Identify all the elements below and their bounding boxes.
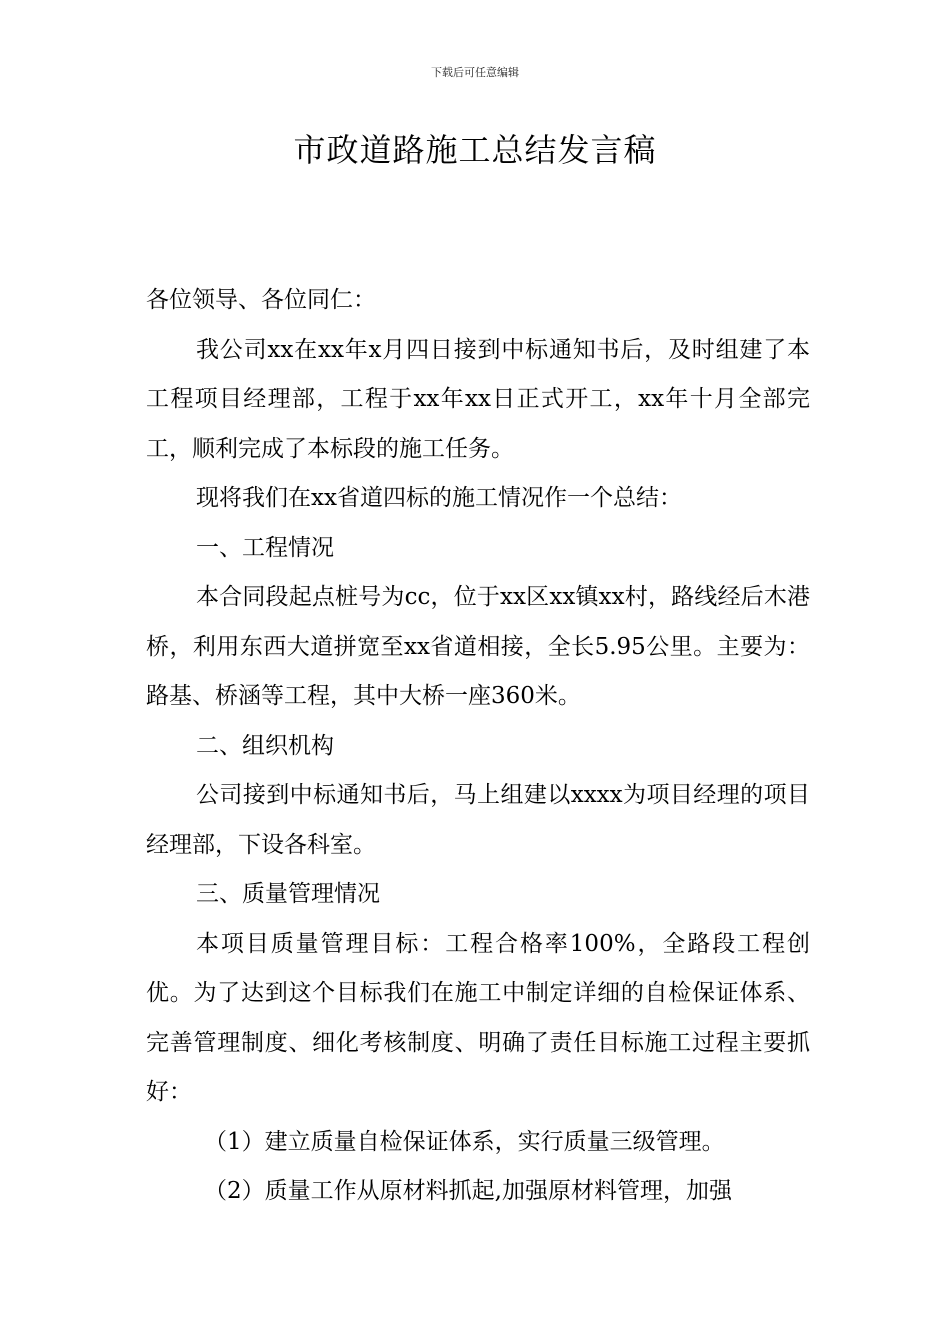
header-note: 下载后可任意编辑 bbox=[431, 66, 519, 79]
paragraph-quality-goals: 本项目质量管理目标：工程合格率100%，全路段工程创优。为了达到这个目标我们在施工中制定详细的自检保证体系、完善管理制度、细化考核制度、明确了责任目标施工过程主要抓好： bbox=[146, 930, 810, 1105]
salutation: 各位领导、各位同仁： bbox=[146, 287, 376, 313]
paragraph-organization: 公司接到中标通知书后，马上组建以xxxx为项目经理的项目经理部，下设各科室。 bbox=[146, 782, 810, 858]
paragraph-project-details: 本合同段起点桩号为cc，位于xx区xx镇xx村，路线经后木港桥，利用东西大道拼宽至xx省道相接，全长5.95公里。主要为：路基、桥涵等工程，其中大桥一座360米。 bbox=[146, 584, 810, 709]
document-body bbox=[146, 276, 810, 1217]
paragraph-summary-lead: 现将我们在xx省道四标的施工情况作一个总结： bbox=[196, 485, 682, 511]
paragraph-intro: 我公司xx在xx年x月四日接到中标通知书后，及时组建了本工程项目经理部，工程于xx年xx日正式开工，xx年十月全部完工，顺利完成了本标段的施工任务。 bbox=[146, 336, 810, 462]
list-item-quality-2: （2）质量工作从原材料抓起,加强原材料管理，加强 bbox=[204, 1178, 732, 1204]
section-heading-organization: 二、组织机构 bbox=[196, 732, 334, 759]
section-heading-project: 一、工程情况 bbox=[196, 534, 334, 561]
list-item-quality-1: （1）建立质量自检保证体系，实行质量三级管理。 bbox=[204, 1128, 725, 1155]
document-title: 市政道路施工总结发言稿 bbox=[293, 131, 657, 169]
section-heading-quality: 三、质量管理情况 bbox=[196, 881, 380, 907]
